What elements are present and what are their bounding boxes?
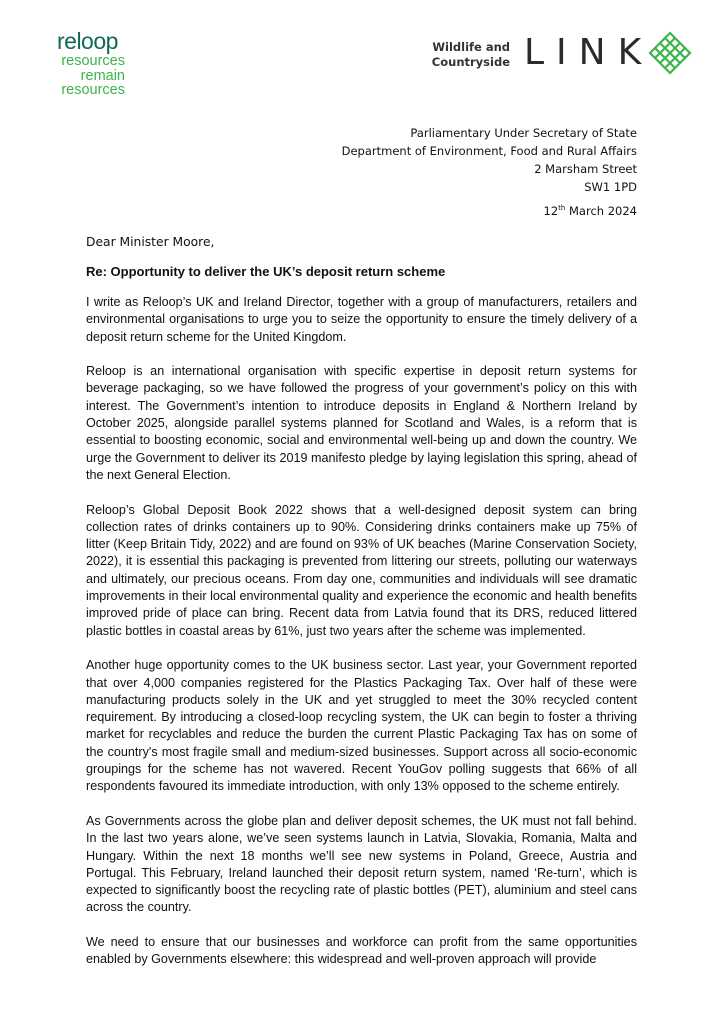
- date-day: 12: [543, 204, 559, 218]
- reloop-wordmark: reloop: [57, 28, 118, 54]
- recipient-address: [342, 124, 637, 196]
- reloop-tagline: [57, 54, 125, 98]
- body-paragraph: I write as Reloop’s UK and Ireland Director, together with a group of manufacturers, retailers and environmental organisations to urge you to seize the opportunity to ensure the timely delivery of a deposit return scheme for the United Kingdom.: [86, 295, 637, 344]
- address-line: Parliamentary Under Secretary of State: [410, 126, 637, 140]
- date-suffix: th: [558, 204, 566, 213]
- link-wordmark: LINK: [524, 32, 654, 73]
- address-line: Department of Environment, Food and Rural Affairs: [341, 144, 637, 158]
- body-paragraph: Reloop’s Global Deposit Book 2022 shows that a well-designed deposit system can bring collection rates of drinks containers up to 90%. Considering drinks containers make up 75% of litter (Keep Britain Tidy, 2022) and are found on 93% of UK beaches (Marine Conservation Society, 2022), it is essential this packaging is prevented from littering our streets, polluting our waterways and ultimately, our precious oceans. From day one, communities and individuals will see dramatic improvements in their local environmental quality and experience the economic and health benefits improved pride of place can bring. Recent data from Latvia found that its DRS, reduced littered plastic bottles in coastal areas by 61%, just two years after the scheme was implemented.: [86, 502, 637, 638]
- salutation: Dear Minister Moore,: [86, 235, 215, 249]
- reloop-tagline-line: remain: [80, 67, 125, 84]
- body-paragraph: We need to ensure that our businesses and workforce can profit from the same opportunities enabled by Governments elsewhere: this widespread and well-proven approach will provide: [86, 934, 637, 967]
- link-logo: [430, 30, 692, 80]
- subject-line: Re: Opportunity to deliver the UK’s deposit return scheme: [86, 264, 446, 279]
- link-subtitle: [430, 40, 510, 70]
- reloop-tagline-line: resources: [61, 82, 125, 98]
- body-paragraph: As Governments across the globe plan and deliver deposit schemes, the UK must not fall behind. In the last two years alone, we’ve seen systems launch in Latvia, Slovakia, Romania, Malta and Hungary. Within the next 18 months we’ll see new systems in Poland, Greece, Austria and Portugal. This February, Ireland launched their deposit return system, named ‘Re-turn’, which is expected to significantly boost the recycling rate of plastic bottles (PET), aluminium and steel cans across the country.: [86, 813, 637, 915]
- body-paragraph: Another huge opportunity comes to the UK business sector. Last year, your Government reported that over 4,000 companies registered for the Plastics Packaging Tax. Over half of these were manufacturing products solely in the UK and yet struggled to meet the 30% recycled content requirement. By introducing a closed-loop recycling system, the UK can begin to foster a thriving market for recyclables and reduce the burden the current Plastic Packaging Tax has on some of the country's most fragile small and medium-sized businesses. Support across all socio-economic groupings for the scheme has not wavered. Recent YouGov polling suggests that 66% of all respondents favoured its immediate introduction, with only 13% opposed to the scheme entirely.: [86, 658, 637, 794]
- link-subtitle-line: Countryside: [431, 55, 510, 69]
- reloop-logo: [57, 28, 125, 98]
- letter-body: [86, 294, 637, 986]
- address-line: SW1 1PD: [584, 180, 637, 194]
- link-subtitle-line: Wildlife and: [432, 40, 510, 54]
- letter-date: [544, 204, 637, 218]
- reloop-tagline-line: resources: [61, 53, 125, 69]
- address-line: 2 Marsham Street: [534, 162, 637, 176]
- date-rest: March 2024: [565, 204, 637, 218]
- lattice-diamond-icon: [648, 31, 692, 75]
- body-paragraph: Reloop is an international organisation with specific expertise in deposit return systems for beverage packaging, so we have followed the progress of your government’s policy on this with interest. The Government’s intention to introduce deposits in England & Northern Ireland by October 2025, alongside parallel systems planned for Scotland and Wales, is a reform that is essential to boosting economic, social and environmental well-being up and down the country. We urge the Government to deliver its 2019 manifesto pledge by laying legislation this spring, ahead of the next General Election.: [86, 364, 637, 482]
